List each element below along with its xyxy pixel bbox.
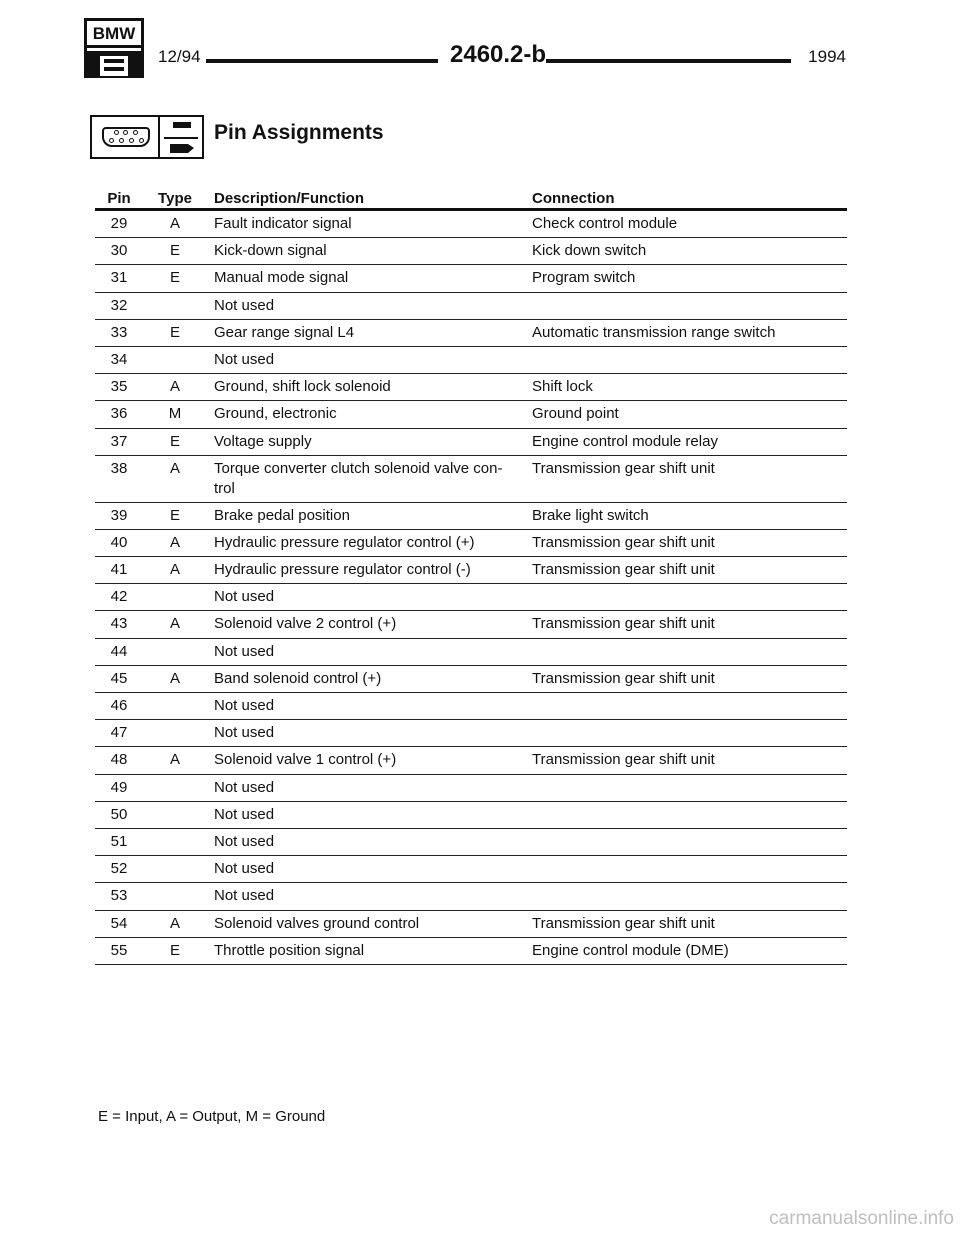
pin-cell: 31 bbox=[110, 269, 128, 287]
table-row bbox=[95, 293, 847, 320]
table-row bbox=[95, 503, 847, 530]
gearshift-icon bbox=[160, 115, 204, 159]
description-cell: Gear range signal L4 bbox=[214, 323, 355, 341]
type-cell: A bbox=[169, 751, 180, 769]
type-cell: A bbox=[169, 561, 180, 579]
description-cell: Not used bbox=[214, 805, 275, 823]
pin-cell: 35 bbox=[110, 378, 128, 396]
pin-cell: 45 bbox=[110, 669, 128, 687]
type-cell: E bbox=[169, 941, 180, 959]
page-header bbox=[84, 18, 846, 80]
table-body bbox=[95, 211, 847, 965]
connection-cell: Transmission gear shift unit bbox=[532, 459, 715, 477]
description-cell: Not used bbox=[214, 588, 275, 606]
table-row bbox=[95, 238, 847, 265]
table-row bbox=[95, 429, 847, 456]
column-header-pin: Pin bbox=[107, 190, 131, 207]
pin-cell: 41 bbox=[110, 561, 128, 579]
pin-cell: 44 bbox=[110, 642, 128, 660]
description-cell: Hydraulic pressure regulator control (+) bbox=[214, 533, 475, 551]
table-row bbox=[95, 557, 847, 584]
type-cell: E bbox=[169, 323, 180, 341]
description-cell: Not used bbox=[214, 642, 275, 660]
description-cell: Not used bbox=[214, 860, 275, 878]
pin-cell: 49 bbox=[110, 778, 128, 796]
pin-cell: 48 bbox=[110, 751, 128, 769]
connection-cell: Transmission gear shift unit bbox=[532, 751, 715, 769]
connection-cell: Brake light switch bbox=[532, 506, 649, 524]
pin-cell: 46 bbox=[110, 697, 128, 714]
legend-footnote: E = Input, A = Output, M = Ground bbox=[98, 1108, 326, 1125]
connection-cell: Transmission gear shift unit bbox=[532, 914, 715, 932]
description-cell: Manual mode signal bbox=[214, 269, 349, 287]
connection-cell: Engine control module relay bbox=[532, 432, 718, 450]
table-row bbox=[95, 666, 847, 693]
type-cell: E bbox=[169, 432, 180, 450]
pin-cell: 34 bbox=[110, 350, 128, 368]
pin-cell: 33 bbox=[110, 323, 128, 341]
connection-cell: Transmission gear shift unit bbox=[532, 615, 715, 633]
page-title: Pin Assignments bbox=[214, 121, 384, 144]
description-cell-continued: trol bbox=[214, 479, 235, 497]
description-cell: Not used bbox=[214, 832, 275, 850]
pin-cell: 54 bbox=[110, 914, 128, 932]
logo-series-mark bbox=[100, 56, 128, 76]
pin-cell: 53 bbox=[110, 887, 128, 905]
column-header-description: Description/Function bbox=[214, 190, 364, 207]
type-cell: A bbox=[169, 615, 180, 633]
connection-cell: Transmission gear shift unit bbox=[532, 533, 715, 551]
connection-cell: Program switch bbox=[532, 269, 636, 287]
table-header-row bbox=[95, 186, 847, 211]
connection-cell: Kick down switch bbox=[532, 242, 647, 260]
table-row bbox=[95, 401, 847, 428]
pin-cell: 43 bbox=[110, 615, 128, 633]
connection-cell: Ground point bbox=[532, 405, 619, 423]
type-cell: A bbox=[169, 669, 180, 687]
table-row bbox=[95, 911, 847, 938]
connector-pins-icon bbox=[90, 115, 160, 159]
pin-cell: 50 bbox=[110, 805, 128, 823]
pin-cell: 36 bbox=[110, 405, 128, 423]
header-rule-right bbox=[546, 59, 791, 63]
table-row bbox=[95, 775, 847, 802]
description-cell: Solenoid valves ground control bbox=[214, 914, 420, 932]
table-row bbox=[95, 747, 847, 774]
table-row bbox=[95, 347, 847, 374]
table-row bbox=[95, 584, 847, 611]
table-row bbox=[95, 211, 847, 238]
type-cell: A bbox=[169, 459, 180, 477]
table-row bbox=[95, 374, 847, 401]
description-cell: Kick-down signal bbox=[214, 242, 327, 260]
table-row bbox=[95, 802, 847, 829]
description-cell: Not used bbox=[214, 887, 275, 905]
connection-cell: Transmission gear shift unit bbox=[532, 669, 715, 687]
description-cell: Voltage supply bbox=[214, 432, 312, 450]
description-cell: Fault indicator signal bbox=[214, 215, 352, 232]
pin-cell: 38 bbox=[110, 459, 128, 477]
table-row bbox=[95, 693, 847, 720]
bmw-5-series-logo-icon bbox=[84, 18, 144, 78]
document-number: 2460.2-b bbox=[450, 41, 547, 68]
pin-cell: 37 bbox=[110, 432, 128, 450]
description-cell: Torque converter clutch solenoid valve con- bbox=[214, 459, 503, 477]
connection-cell: Automatic transmission range switch bbox=[532, 323, 776, 341]
description-cell: Not used bbox=[214, 296, 275, 314]
table-row bbox=[95, 639, 847, 666]
table-row bbox=[95, 720, 847, 747]
pin-cell: 42 bbox=[110, 588, 128, 606]
pin-cell: 52 bbox=[110, 860, 128, 878]
table-row bbox=[95, 320, 847, 347]
pin-cell: 29 bbox=[110, 215, 128, 232]
description-cell: Throttle position signal bbox=[214, 941, 365, 959]
table-row bbox=[95, 883, 847, 910]
header-rule-left bbox=[206, 59, 438, 63]
pin-cell: 30 bbox=[110, 242, 128, 260]
watermark: carmanualsonline.info bbox=[769, 1208, 954, 1229]
pin-assignment-table bbox=[95, 186, 847, 965]
type-cell: A bbox=[169, 533, 180, 551]
pin-cell: 51 bbox=[110, 832, 128, 850]
connection-cell: Shift lock bbox=[532, 378, 593, 396]
type-cell: E bbox=[169, 269, 180, 287]
type-cell: E bbox=[169, 506, 180, 524]
type-cell: A bbox=[169, 378, 180, 396]
pin-cell: 32 bbox=[110, 296, 128, 314]
pin-cell: 40 bbox=[110, 533, 128, 551]
table-row bbox=[95, 829, 847, 856]
description-cell: Ground, shift lock solenoid bbox=[214, 378, 391, 396]
table-row bbox=[95, 938, 847, 965]
pin-cell: 47 bbox=[110, 724, 128, 742]
description-cell: Not used bbox=[214, 724, 275, 742]
connection-cell: Transmission gear shift unit bbox=[532, 561, 715, 579]
pin-cell: 39 bbox=[110, 506, 128, 524]
table-row bbox=[95, 530, 847, 557]
logo-text: BMW bbox=[87, 21, 141, 48]
description-cell: Ground, electronic bbox=[214, 405, 337, 423]
description-cell: Brake pedal position bbox=[214, 506, 350, 524]
table-row bbox=[95, 265, 847, 292]
description-cell: Not used bbox=[214, 697, 275, 714]
column-header-type: Type bbox=[158, 190, 192, 207]
table-row bbox=[95, 856, 847, 883]
table-row bbox=[95, 456, 847, 503]
connection-cell: Check control module bbox=[532, 215, 678, 232]
type-cell: A bbox=[169, 914, 180, 932]
description-cell: Not used bbox=[214, 350, 275, 368]
description-cell: Solenoid valve 1 control (+) bbox=[214, 751, 397, 769]
header-year: 1994 bbox=[808, 47, 846, 66]
description-cell: Solenoid valve 2 control (+) bbox=[214, 615, 397, 633]
description-cell: Band solenoid control (+) bbox=[214, 669, 382, 687]
description-cell: Hydraulic pressure regulator control (-) bbox=[214, 561, 471, 579]
type-cell: E bbox=[169, 242, 180, 260]
table-row bbox=[95, 611, 847, 638]
header-date: 12/94 bbox=[158, 47, 201, 66]
description-cell: Not used bbox=[214, 778, 275, 796]
type-cell: A bbox=[169, 215, 180, 232]
connection-cell: Engine control module (DME) bbox=[532, 941, 729, 959]
column-header-connection: Connection bbox=[532, 190, 615, 207]
pin-cell: 55 bbox=[110, 941, 128, 959]
type-cell: M bbox=[168, 405, 182, 423]
